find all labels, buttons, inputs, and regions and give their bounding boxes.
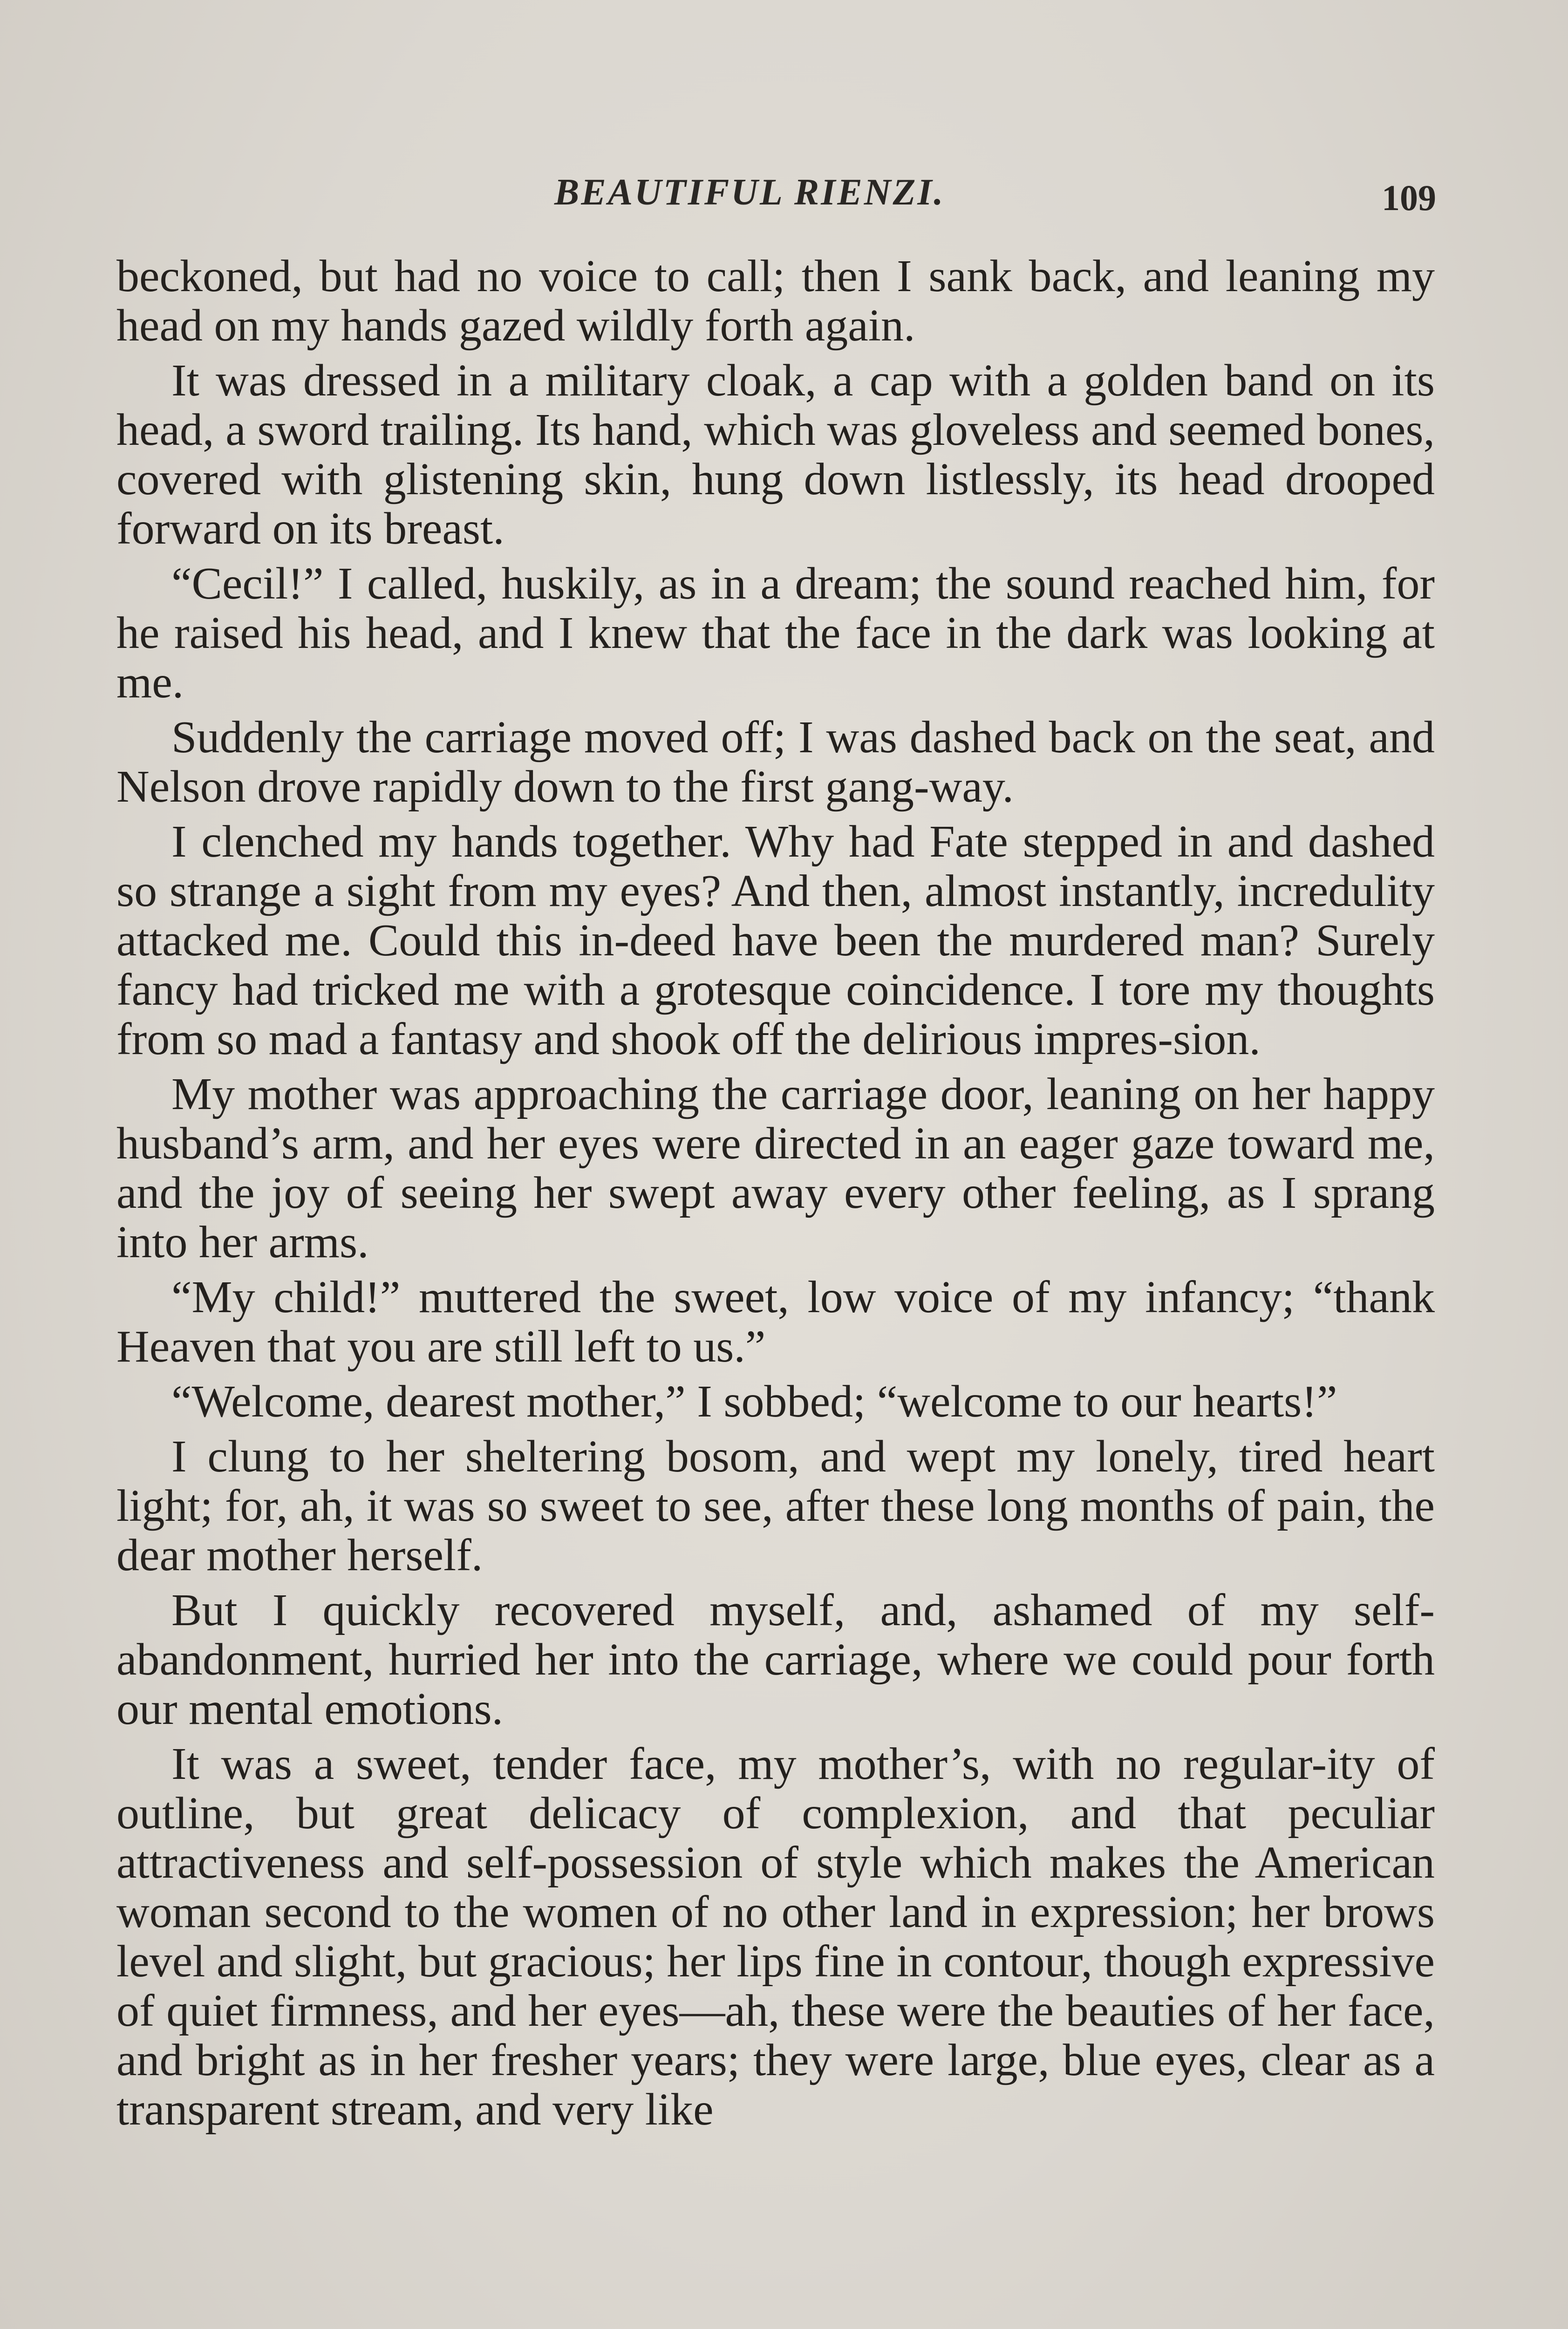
paragraph-3: “Cecil!” I called, huskily, as in a dream; the sound reached him, for he raised his head, and I knew that the face in the dark was looking at me. — [116, 558, 1435, 708]
running-header — [0, 171, 1568, 218]
page-number: 109 — [1382, 177, 1436, 218]
body-text — [116, 252, 1435, 2140]
running-title: BEAUTIFUL RIENZI. — [554, 172, 945, 213]
paragraph-6: My mother was approaching the carriage door, leaning on her happy husband’s arm, and her eyes were directed in an eager gaze toward me, and the joy of seeing her swept away every other feeling, as I sprang into her arms. — [116, 1069, 1435, 1267]
paragraph-7: “My child!” muttered the sweet, low voice of my infancy; “thank Heaven that you are still left to us.” — [116, 1272, 1435, 1372]
paragraph-1: beckoned, but had no voice to call; then I sank back, and leaning my head on my hands gazed wildly forth again. — [116, 251, 1435, 351]
paragraph-11: It was a sweet, tender face, my mother’s, with no regular-ity of outline, but great delicacy of complexion, and that peculiar attractiveness and self-possession of style which makes the American woman second to the women of no other land in expression; her brows level and slight, but gracious; her lips fine in contour, though expressive of quiet firmness, and her eyes—ah, these were the beauties of her face, and bright as in her fresher years; they were large, blue eyes, clear as a transparent stream, and very like — [116, 1739, 1435, 2135]
paragraph-4: Suddenly the carriage moved off; I was dashed back on the seat, and Nelson drove rapidly down to the first gang-way. — [116, 712, 1435, 812]
paragraph-8: “Welcome, dearest mother,” I sobbed; “welcome to our hearts!” — [171, 1376, 1337, 1427]
paragraph-9: I clung to her sheltering bosom, and wept my lonely, tired heart light; for, ah, it was so sweet to see, after these long months of pain, the dear mother herself. — [116, 1431, 1435, 1580]
paragraph-5: I clenched my hands together. Why had Fate stepped in and dashed so strange a sight from my eyes? And then, almost instantly, incredulity attacked me. Could this in-deed have been the murdered man? Surely fancy had tricked me with a grotesque coincidence. I tore my thoughts from so mad a fantasy and shook off the delirious impres-sion. — [116, 817, 1435, 1064]
paragraph-2: It was dressed in a military cloak, a cap with a golden band on its head, a sword trailing. Its hand, which was gloveless and seemed bones, covered with glistening skin, hung down listlessly, its head drooped forward on its breast. — [116, 355, 1435, 554]
paragraph-10: But I quickly recovered myself, and, ashamed of my self-abandonment, hurried her into the carriage, where we could pour forth our mental emotions. — [116, 1585, 1435, 1734]
